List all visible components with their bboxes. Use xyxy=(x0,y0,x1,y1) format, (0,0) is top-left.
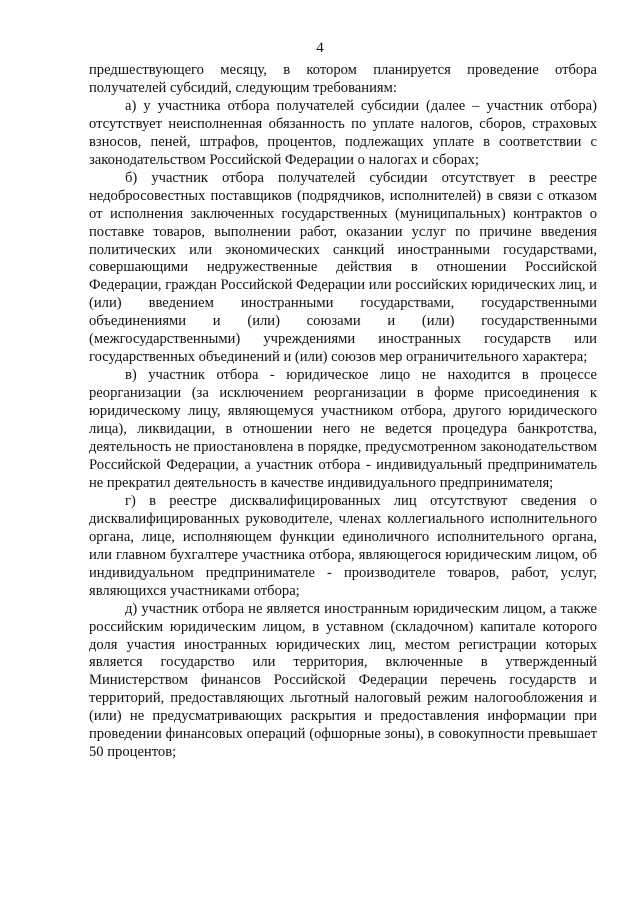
paragraph-continuation: предшествующего месяцу, в котором планируется проведение отбора получателей субсидий, следующим требованиям: xyxy=(89,62,597,96)
paragraph-item-b: б) участник отбора получателей субсидии отсутствует в реестре недобросовестных поставщиков (подрядчиков, исполнителей) в связи с отказом от исполнения заключенных государственных (муниципальных) контрактов о поставке товаров, выполнении работ, оказании услуг по причине введения политических или экономических санкций иностранными государствами, совершающими недружественные действия в отношении Российской Федерации, граждан Российской Федерации или российских юридических лиц, и (или) введением иностранными государствами, государственными объединениями и (или) союзами и (или) государственными (межгосударственными) учреждениями иностранных государств или государственных объединений и (или) союзов мер ограничительного характера; xyxy=(89,169,597,366)
page-number: 4 xyxy=(316,40,324,56)
paragraph-item-a: а) у участника отбора получателей субсидии (далее – участник отбора) отсутствует неисполненная обязанность по уплате налогов, сборов, страховых взносов, пеней, штрафов, процентов, подлежащих уплате в соответствии с законодательством Российской Федерации о налогах и сборах; xyxy=(89,97,597,168)
paragraph-item-g: г) в реестре дисквалифицированных лиц отсутствуют сведения о дисквалифицированных руководителе, членах коллегиального исполнительного органа, лице, исполняющем функции единоличного исполнительного органа, или главном бухгалтере участника отбора, являющегося юридическим лицом, об индивидуальном предпринимателе - производителе товаров, работ, услуг, являющихся участниками отбора; xyxy=(89,492,597,599)
paragraph-item-v: в) участник отбора - юридическое лицо не находится в процессе реорганизации (за исключением реорганизации в форме присоединения к юридическому лицу, являющемуся участником отбора, другого юридического лица), ликвидации, в отношении него не ведется процедура банкротства, деятельность не приостановлена в порядке, предусмотренном законодательством Российской Федерации, а участник отбора - индивидуальный предприниматель не прекратил деятельность в качестве индивидуального предпринимателя; xyxy=(89,367,597,491)
document-body xyxy=(89,62,597,762)
paragraph-item-d: д) участник отбора не является иностранным юридическим лицом, а также российским юридическим лицом, в уставном (складочном) капитале которого доля участия иностранных юридических лиц, местом регистрации которых является государство или территория, включенные в утвержденный Министерством финансов Российской Федерации перечень государств и территорий, предоставляющих льготный налоговый режим налогообложения и (или) не предусматривающих раскрытия и предоставления информации при проведении финансовых операций (офшорные зоны), в совокупности превышает 50 процентов; xyxy=(89,600,597,761)
